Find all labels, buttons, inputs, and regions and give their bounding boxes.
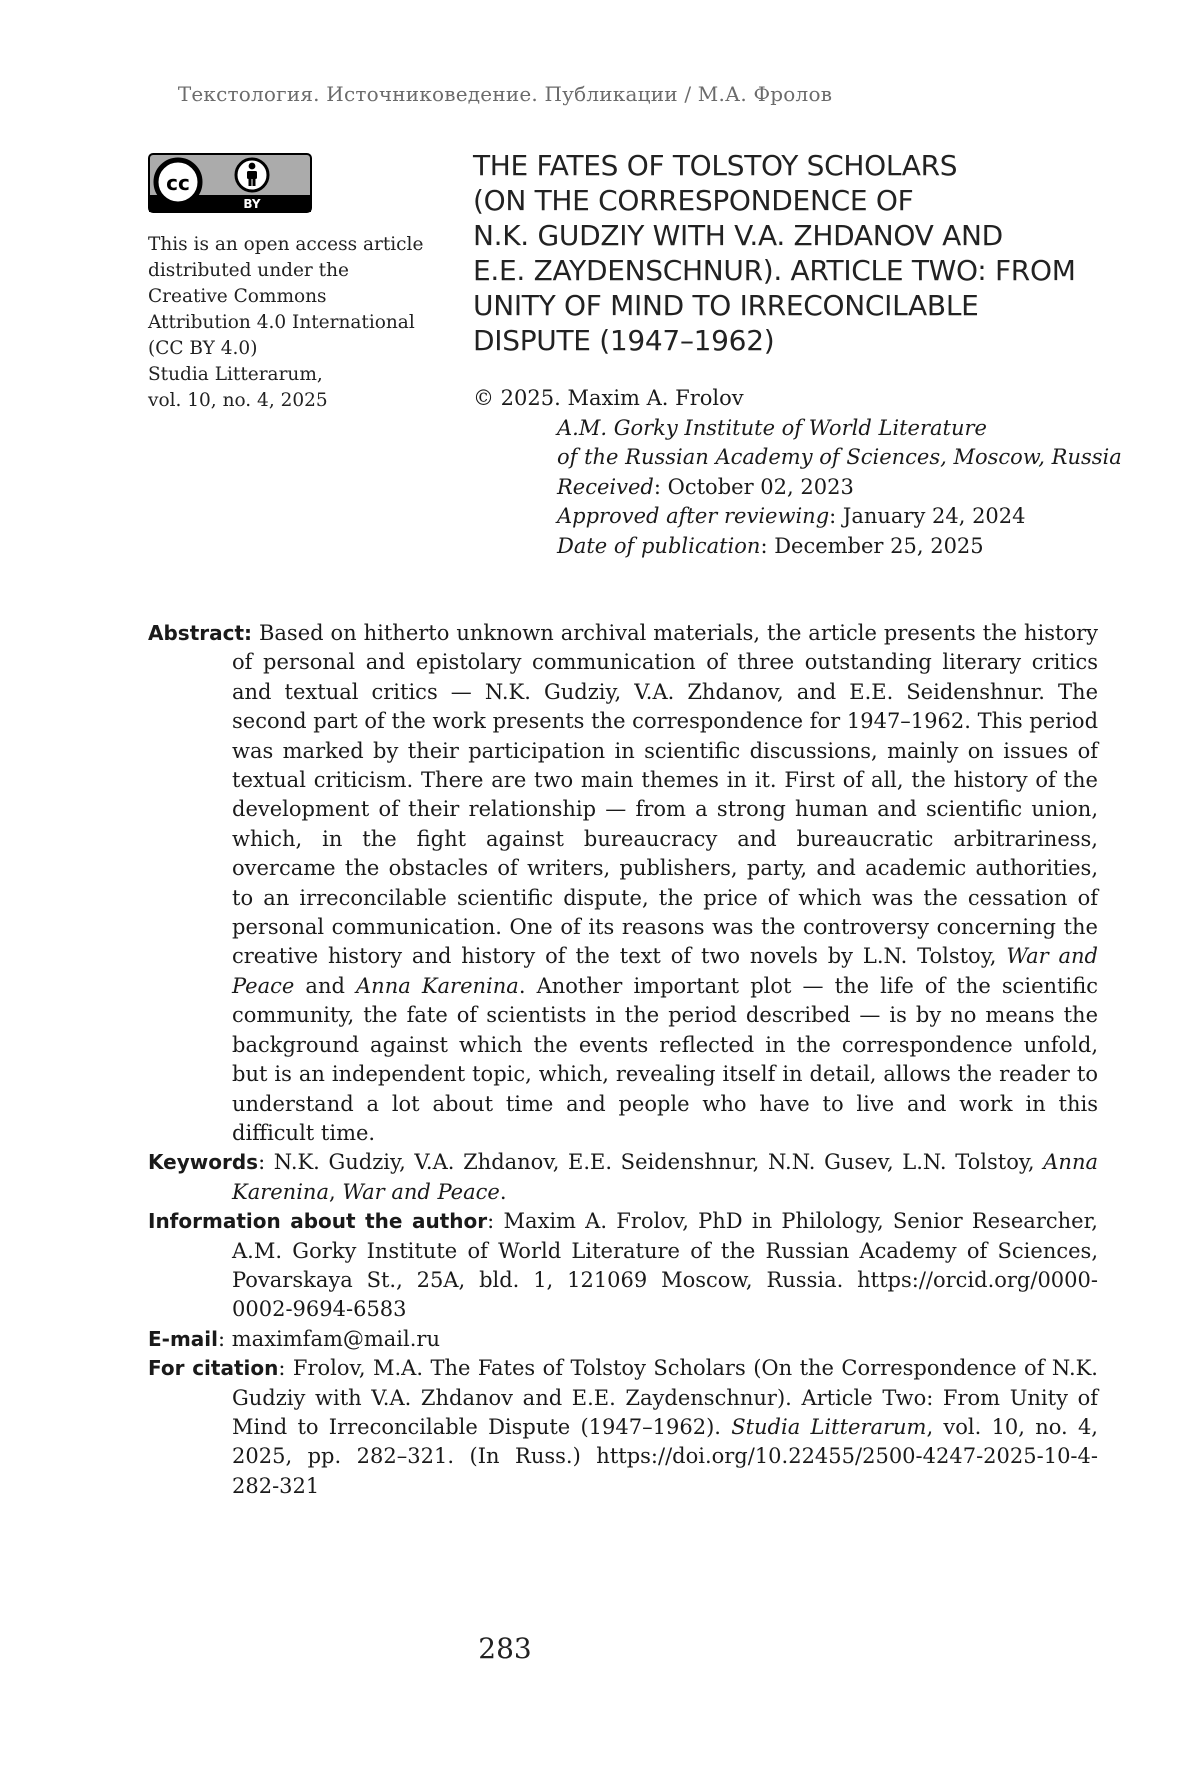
svg-text:cc: cc (166, 171, 190, 195)
author-info-label: Information about the author (148, 1209, 488, 1234)
title-line: N.K. GUDZIY WITH V.A. ZHDANOV AND (473, 219, 1003, 252)
title-line: E.E. ZAYDENSCHNUR). ARTICLE TWO: FROM (473, 254, 1076, 287)
article-metadata (473, 384, 1122, 561)
abstract-label: Abstract: (148, 621, 253, 645)
title-line: DISPUTE (1947–1962) (473, 324, 775, 357)
keywords-label: Keywords (148, 1150, 259, 1175)
citation: For citation: Frolov, M.A. The Fates of Tolstoy Scholars (On the Correspondence of N.K. Gudziy with V.A. Zhdanov and E.E. Zaydenschnur). Article Two: From Unity of Mind to Irreconcilable Dispute (1947–1962). Studia Litterarum, vol. 10, no. 4, 2025, pp. 282–321. (In Russ.) https://doi.org/10.22455/2500-4247-2025-10-4-282-321 (148, 1356, 1098, 1498)
abstract: Abstract: Based on hitherto unknown archival materials, the article presents the history of personal and epistolary communication of three outstanding literary critics and textual critics — N.K. Gudziy, V.A. Zhdanov, and E.E. Seidenshnur. The second part of the work presents the correspondence for 1947–1962. This period was marked by their participation in scientific discussions, mainly on issues of textual criticism. There are two main themes in it. First of all, the history of the development of their relationship — from a strong human and scientific union, which, in the fight against bureaucracy and bureaucratic arbitrariness, overcame the obstacles of writers, publishers, party, and academic authorities, to an irreconcilable scientific dispute, the price of which was the cessation of personal communication. One of its reasons was the controversy concerning the creative history and history of the text of two novels by L.N. Tolstoy, War and Peace and Anna Karenina. Another important plot — the life of the scientific community, the fate of scientists in the period described — is by no means the background against which the events reflected in the correspondence unfold, but is an independent topic, which, revealing itself in detail, allows the reader to understand a lot about time and people who have to live and work in this difficult time. (148, 621, 1099, 1145)
badge-by-label: BY (243, 197, 261, 211)
received-date: Received: October 02, 2023 (557, 474, 854, 499)
email: E-mail: maximfam@mail.ru (148, 1326, 440, 1351)
copyright-line: © 2025. Maxim A. Frolov (473, 386, 744, 410)
title-line: THE FATES OF TOLSTOY SCHOLARS (473, 149, 958, 182)
cc-by-license-badge (148, 153, 312, 213)
title-line: UNITY OF MIND TO IRRECONCILABLE (473, 289, 979, 322)
license-notice: This is an open access article distributed under the Creative Commons Attribution 4.0 International (CC BY 4.0) (148, 234, 424, 359)
journal-issue: vol. 10, no. 4, 2025 (148, 390, 328, 411)
author-information: Information about the author: Maxim A. Frolov, PhD in Philology, Senior Researcher, A.M. Gorky Institute of World Literature of the Russian Academy of Sciences, Povarskaya St., 25A, bld. 1, 121069 Moscow, Russia. https://orcid.org/0000-0002-9694-6583 (148, 1209, 1098, 1322)
journal-name: Studia Litterarum, (148, 364, 323, 385)
article-front-matter (148, 619, 1098, 1501)
running-header: Текстология. Источниковедение. Публикации / М.А. Фролов (177, 82, 833, 106)
affiliation-line: of the Russian Academy of Sciences, Moscow, Russia (557, 445, 1122, 469)
article-title (473, 148, 1113, 358)
cc-icon (156, 160, 200, 204)
attribution-person-icon (236, 159, 268, 191)
page-number: 283 (478, 1632, 532, 1665)
title-line: (ON THE CORRESPONDENCE OF (473, 184, 914, 217)
keywords: Keywords: N.K. Gudziy, V.A. Zhdanov, E.E. Seidenshnur, N.N. Gusev, L.N. Tolstoy, Anna Karenina, War and Peace. (148, 1150, 1098, 1204)
journal-reference (148, 362, 428, 414)
publication-date: Date of publication: December 25, 2025 (557, 533, 984, 558)
approved-date: Approved after reviewing: January 24, 2024 (557, 504, 1026, 528)
citation-label: For citation (148, 1356, 279, 1381)
email-label: E-mail (148, 1326, 219, 1351)
affiliation-line: A.M. Gorky Institute of World Literature (557, 415, 987, 440)
